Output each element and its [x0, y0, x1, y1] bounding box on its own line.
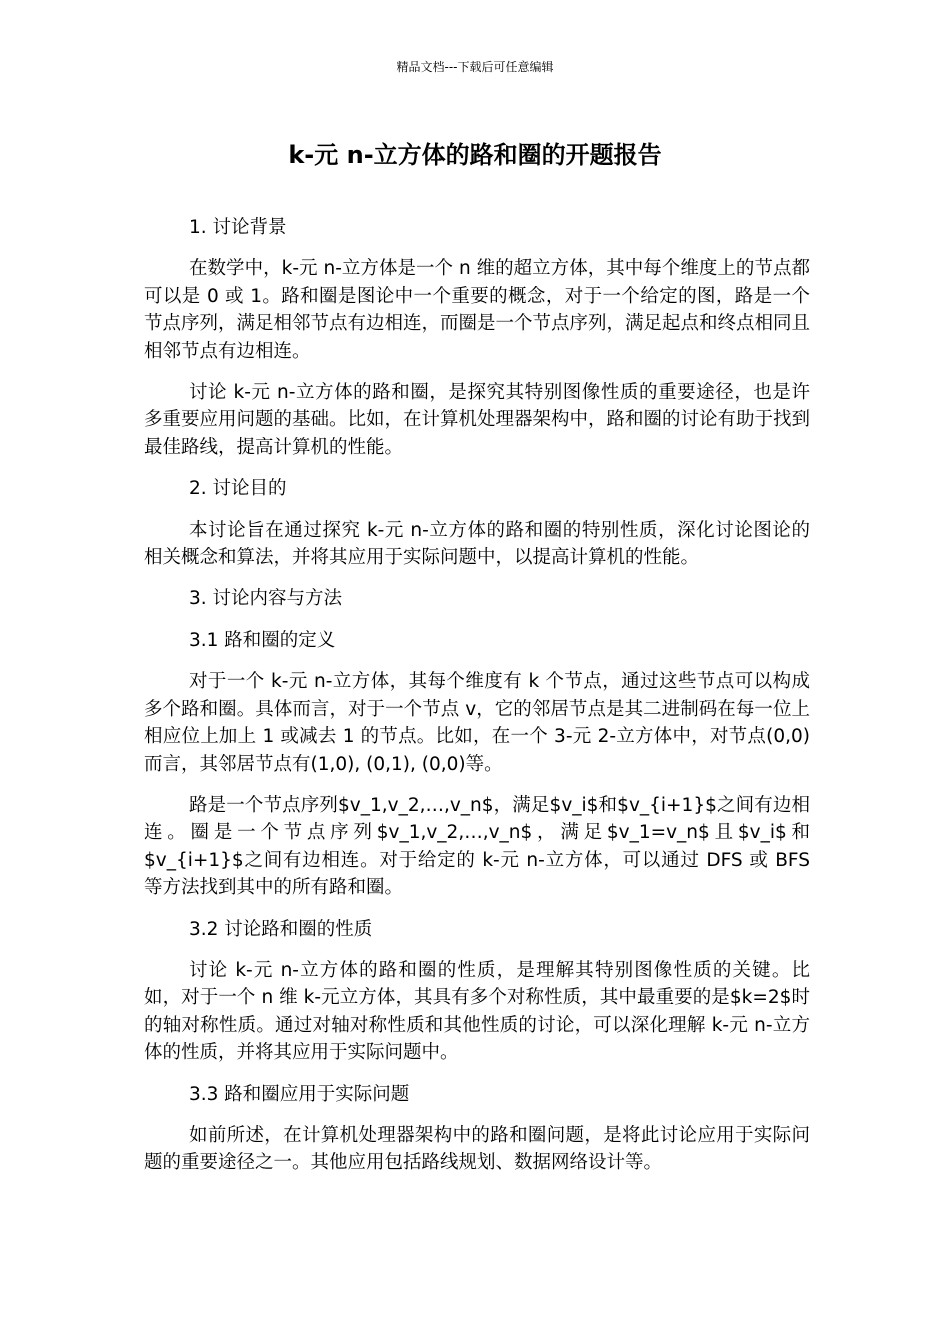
section-heading-purpose: 2. 讨论目的: [189, 478, 287, 500]
paragraph: 对于一个 k-元 n-立方体，其每个维度有 k 个节点，通过这些节点可以构成多个路和圈。具体而言，对于一个节点 v，它的邻居节点是其二进制码在每一位上相应位上加上 1 或减去 1 的节点。比如，在一个 3-元 2-立方体中，对节点(0,0)而言，其邻居节点有(1,0), (0,1), (0,0)等。: [144, 671, 810, 775]
subsection-heading-properties: 3.2 讨论路和圈的性质: [189, 918, 373, 940]
subsection-heading-applications: 3.3 路和圈应用于实际问题: [189, 1083, 410, 1105]
paragraph: 如前所述，在计算机处理器架构中的路和圈问题，是将此讨论应用于实际问题的重要途径之一。其他应用包括路线规划、数据网络设计等。: [144, 1124, 810, 1174]
subsection-heading-definition: 3.1 路和圈的定义: [189, 629, 336, 651]
page-header-note: 精品文档---下载后可任意编辑: [396, 60, 554, 74]
paragraph: 讨论 k-元 n-立方体的路和圈的性质，是理解其特别图像性质的关键。比如，对于一个 n 维 k-元立方体，其具有多个对称性质，其中最重要的是$k=2$时的轴对称性质。通过对轴对称性质和其他性质的讨论，可以深化理解 k-元 n-立方体的性质，并将其应用于实际问题中。: [144, 959, 810, 1064]
paragraph: 路是一个节点序列$v_1,v_2,…,v_n$，满足$v_i$和$v_{i+1}$之间有边相连。圈是一个节点序列$v_1,v_2,…,v_n$，满足$v_1=v_n$且$v_i$和$v_{i+1}$之间有边相连。对于给定的 k-元 n-立方体，可以通过 DFS 或 BFS 等方法找到其中的所有路和圈。: [144, 794, 810, 899]
paragraph: 本讨论旨在通过探究 k-元 n-立方体的路和圈的特别性质，深化讨论图论的相关概念和算法，并将其应用于实际问题中，以提高计算机的性能。: [144, 519, 810, 569]
paragraph: 在数学中，k-元 n-立方体是一个 n 维的超立方体，其中每个维度上的节点都可以是 0 或 1。路和圈是图论中一个重要的概念，对于一个给定的图，路是一个节点序列，满足相邻节点有边相连，而圈是一个节点序列，满足起点和终点相同且相邻节点有边相连。: [144, 258, 811, 362]
paragraph: 讨论 k-元 n-立方体的路和圈，是探究其特别图像性质的重要途径，也是许多重要应用问题的基础。比如，在计算机处理器架构中，路和圈的讨论有助于找到最佳路线，提高计算机的性能。: [144, 382, 811, 458]
section-heading-background: 1. 讨论背景: [189, 217, 287, 238]
section-heading-content-method: 3. 讨论内容与方法: [189, 588, 343, 610]
document-title: k-元 n-立方体的路和圈的开题报告: [288, 141, 662, 169]
document-body: [144, 214, 810, 1191]
